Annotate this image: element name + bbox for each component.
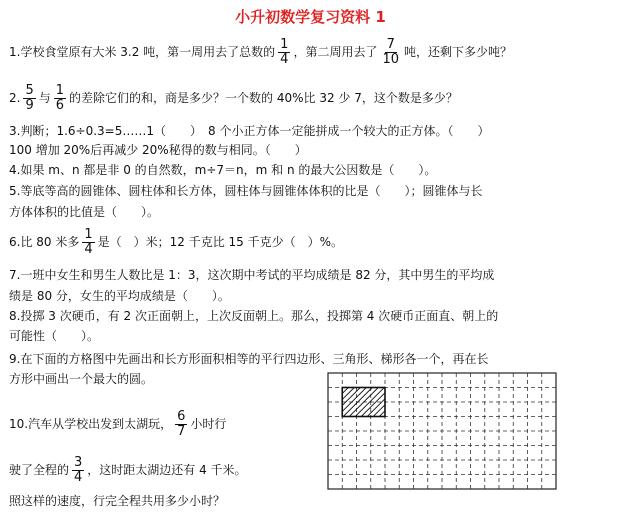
question-5-line-1: 5.等底等高的圆锥体、圆柱体和长方体，圆柱体与圆锥体体积的比是（ ）；圆锥体与长 (9, 184, 483, 198)
question-10-line-3: 照这样的速度，行完全程共用多少小时？ (9, 494, 226, 508)
question-8-line-1: 8.投掷 3 次硬币，有 2 次正面朝上，上次反面朝上。那么，投掷第 4 次硬币正面直、朝上的 (9, 309, 499, 323)
question-6: 6.比 80 米多 $\frac{1}{4}$ 是（ ）米；12 千克比 15 千克少（ ）%。 (9, 227, 344, 257)
question-5-line-2: 方体体积的比值是（ ）。 (9, 205, 160, 219)
question-10-line-1: 10.汽车从学校出发到太湖玩， $\frac{6}{7}$ 小时行 (9, 409, 227, 439)
question-3-line-1: 3.判断；1.6÷0.3=5……1（ ） 8 个小正方体一定能拼成一个较大的正方体。（ ） (9, 124, 490, 138)
square-grid (327, 372, 557, 490)
grid-svg (327, 372, 557, 490)
question-3-line-2: 100 增加 20%后再减少 20%秘得的数与相同。（ ） (9, 143, 307, 157)
question-1: 1.学校食堂原有大米 3.2 吨，第一周用去了总数的 $\frac{1}{4}$ ，第二周用去了 $\frac{7}{10}$ 吨，还剩下多少吨？ (9, 37, 513, 67)
fraction: $\frac{1}{4}$ (84, 227, 93, 257)
question-8-line-2: 可能性（ ）。 (9, 329, 100, 343)
fraction: $\frac{7}{10}$ (382, 37, 400, 67)
question-7-line-2: 绩是 80 分，女生的平均成绩是（ ）。 (9, 289, 230, 303)
fraction: $\frac{3}{4}$ (74, 455, 83, 485)
page-title: 小升初数学复习资料 1 (235, 8, 386, 26)
question-7-line-1: 7.一班中女生和男生人数比是 1：3，这次期中考试的平均成绩是 82 分，其中男生的平均成 (9, 268, 495, 282)
question-9-line-1: 9.在下面的方格图中先画出和长方形面积相等的平行四边形、三角形、梯形各一个，再在长 (9, 352, 489, 366)
fraction: $\frac{1}{6}$ (55, 83, 65, 113)
question-4: 4.如果 m、n 都是非 0 的自然数，m÷7＝n，m 和 n 的最大公因数是（ ）。 (9, 163, 437, 177)
fraction: $\frac{6}{7}$ (177, 409, 186, 439)
fraction: $\frac{5}{9}$ (25, 83, 34, 113)
fraction: $\frac{1}{4}$ (280, 37, 289, 67)
question-2: 2. $\frac{5}{9}$ 与 $\frac{1}{6}$ 的差除它们的和，商是多少？一个数的 40%比 32 少 7，这个数是多少？ (9, 83, 458, 113)
question-9-line-2: 方形中画出一个最大的圆。 (9, 372, 154, 386)
question-10-line-2: 驶了全程的 $\frac{3}{4}$ ，这时距太湖边还有 4 千米。 (9, 455, 247, 485)
